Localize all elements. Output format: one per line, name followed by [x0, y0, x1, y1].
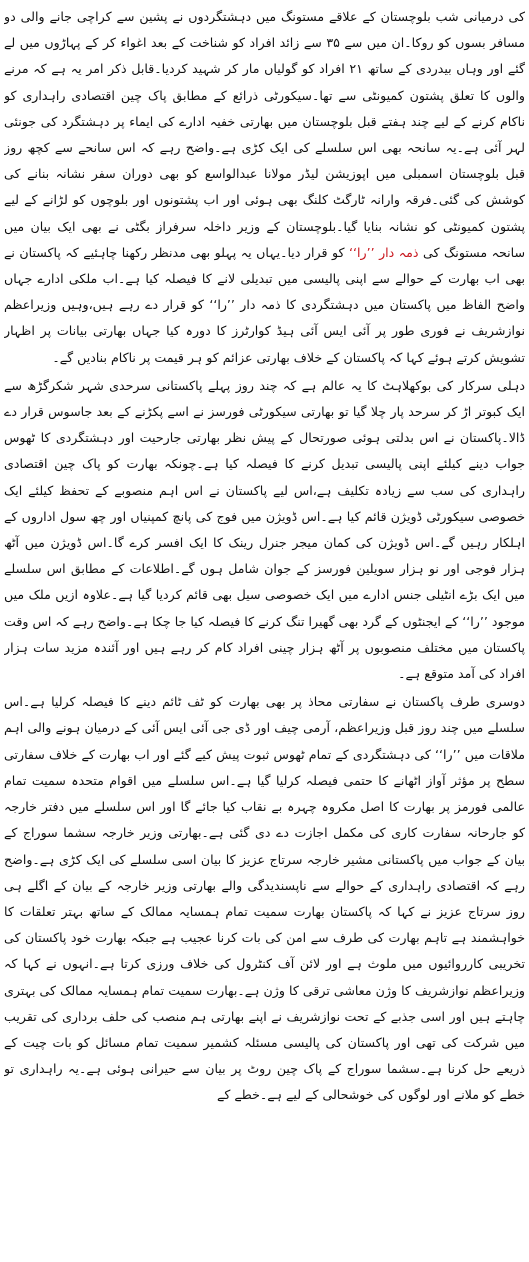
article-paragraph-1 — [4, 4, 525, 371]
article-paragraph-3 — [4, 689, 525, 1108]
article-body — [4, 4, 525, 1254]
article-paragraph-2 — [4, 373, 525, 687]
paragraph-text: کی درمیانی شب بلوچستان کے علاقے مستونگ میں دہشتگردوں نے پشین سے کراچی جانے والی دو مسافر بسوں کو روکا۔ان میں سے ۳۵ سے زائد افراد کو شناخت کے بعد اغواء کر کے پہاڑوں میں لے گئے اور وہاں بیدردی کے ساتھ ۲۱ افراد کو گولیاں مار کر شہید کردیا۔قابل ذکر امر یہ ہے کہ مرنے والوں کا تعلق پشتون کمیونٹی سے تھا۔سیکورٹی ذرائع کے مطابق پاک چین اقتصادی راہداری کو ناکام کرنے کے لیے چند ہفتے قبل بلوچستان میں بھارتی خفیہ ادارے کی ایماء پر دہشتگرد کی جونئی لہر آئی ہے۔یہ سانحہ بھی اس سلسلے کی ایک کڑی ہے۔واضح رہے کہ اس سانحے سے کچھ روز قبل بلوچستان اسمبلی میں اپوزیشن لیڈر مولانا عبدالواسع کو بھی دوران سفر نشانہ بنانے کی کوشش کی گئی۔فرقہ وارانہ ٹارگٹ کلنگ بھی ہوئی اور اب پشتونوں اور بلوچوں کو لڑانے کے لیے پشتون کمیونٹی کو نشانہ بنایا گیا۔بلوچستان کے وزیر داخلہ سرفراز بگٹی نے بھی ایک بیان میں سانحہ مستونگ کی — [4, 9, 525, 260]
highlighted-phrase: ذمہ دار ’’را‘‘ — [349, 244, 419, 260]
paragraph-text: کو قرار دیا۔یہاں یہ پہلو بھی مدنظر رکھنا چاہئیے کہ پاکستان نے بھی اب بھارت کے حوالے سے اپنی پالیسی میں تبدیلی لانے کا فیصلہ کیا ہے۔اب ملکی ادارے جہاں واضح الفاظ میں پاکستان میں دہشتگردی کا ذمہ دار ’’را‘‘ کو قرار دے رہے ہیں،وہیں وزیراعظم نوازشریف نے فوری طور پر آئی ایس آئی ہیڈ کوارٹرز کا دورہ کیا جہاں بھارتی بیانات پر اظہار تشویش کرتے ہوئے کہا کہ پاکستان کے خلاف بھارتی عزائم کو ہر قیمت پر ناکام بنادیں گے۔ — [4, 244, 525, 365]
paragraph-text: دوسری طرف پاکستان نے سفارتی محاذ پر بھی بھارت کو ٹف ٹائم دینے کا فیصلہ کرلیا ہے۔اس سلسلے میں چند روز قبل وزیراعظم، آرمی چیف اور ڈی جی آئی ایس آئی کے درمیان ہونے والی اہم ملاقات میں ’’را‘‘ کی دہشتگردی کے تمام ٹھوس ثبوت پیش کیے گئے اور اب بھارت کے خلاف سفارتی سطح پر مؤثر آواز اٹھانے کا حتمی فیصلہ کرلیا گیا ہے۔اس سلسلے میں اقوام متحدہ سمیت تمام عالمی فورمز پر بھارت کا اصل مکروہ چہرہ بے نقاب کیا جائے گا اور اس سلسلے میں دفتر خارجہ کو جارحانہ سفارت کاری کی مکمل اجازت دے دی گئی ہے۔بھارتی وزیر خارجہ سشما سوراج کے بیان کے جواب میں پاکستانی مشیر خارجہ سرتاج عزیز کا بیان اسی سلسلے کی ایک کڑی ہے۔واضح رہے کہ اقتصادی راہداری کے حوالے سے ناپسندیدگی والے بھارتی وزیر خارجہ کے بیان کے اگلے ہی روز سرتاج عزیز نے کہا کہ پاکستان بھارت سمیت تمام ہمسایہ ممالک کے ساتھ بہتر تعلقات کا خواہشمند ہے تاہم بھارت کی طرف سے امن کی بات کرنا عجیب ہے جبکہ بھارت خود پاکستان کی تخریبی کارروائیوں میں ملوث ہے اور لائن آف کنٹرول کی خلاف ورزی کرتا ہے۔انہوں نے کہا کہ وزیراعظم نوازشریف کا وژن معاشی ترقی کا وژن ہے۔بھارت سمیت تمام ہمسایہ ممالک کی بہتری چاہتے ہیں اور اسی جذبے کے تحت نوازشریف نے اپنے بھارتی ہم منصب کی حلف برداری کی تقریب میں شرکت کی تھی اور پاکستان کی پالیسی مسئلہ کشمیر سمیت تمام مسائل کو بات چیت کے ذریعے حل کرنا ہے۔سشما سوراج کے پاک چین روٹ پر بیان سے حیرانی ہوئی ہے۔یہ راہداری تو خطے کو ملانے اور لوگوں کی خوشحالی کے لیے ہے۔خطے کے — [4, 694, 525, 1103]
paragraph-text: دہلی سرکار کی بوکھلاہٹ کا یہ عالم ہے کہ چند روز پہلے پاکستانی سرحدی شہر شکرگڑھ سے ایک کبوتر اڑ کر سرحد پار چلا گیا تو بھارتی سیکورٹی فورسز نے اسے پکڑنے کے بعد جاسوس قرار دے ڈالا۔پاکستان نے اس بدلتی ہوئی صورتحال کے پیش نظر بھارتی جارحیت اور دہشتگردی کا ٹھوس جواب دینے کیلئے اپنی پالیسی تبدیل کرنے کا فیصلہ کیا ہے۔چونکہ بھارت کو پاک چین اقتصادی راہداری کی سب سے زیادہ تکلیف ہے،اس لیے پاکستان نے اس اہم منصوبے کے تحفظ کیلئے ایک خصوصی سیکورٹی ڈویژن قائم کیا ہے۔اس ڈویژن میں فوج کی پانچ کمپنیاں اور چھ سول اداروں کے اہلکار رہیں گے۔اس ڈویژن کی کمان میجر جنرل رینک کا ایک افسر کرے گا۔اس ڈویژن میں آٹھ ہزار فوجی اور نو ہزار سویلین فورسز کے جوان شامل ہوں گے۔اطلاعات کے مطابق اس سلسلے میں ایک بڑے انٹیلی جنس ادارے میں ایک خصوصی سیل بھی قائم کردیا گیا ہے۔علاوہ ازیں ملک میں موجود ’’را‘‘ کے ایجنٹوں کے گرد بھی گھیرا تنگ کرنے کا فیصلہ کیا جا چکا ہے۔واضح رہے کہ اس وقت پاکستان میں مختلف منصوبوں پر آٹھ ہزار چینی افراد کام کر رہے ہیں اور آئندہ مزید سات ہزار افراد کی آمد متوقع ہے۔ — [4, 377, 525, 682]
